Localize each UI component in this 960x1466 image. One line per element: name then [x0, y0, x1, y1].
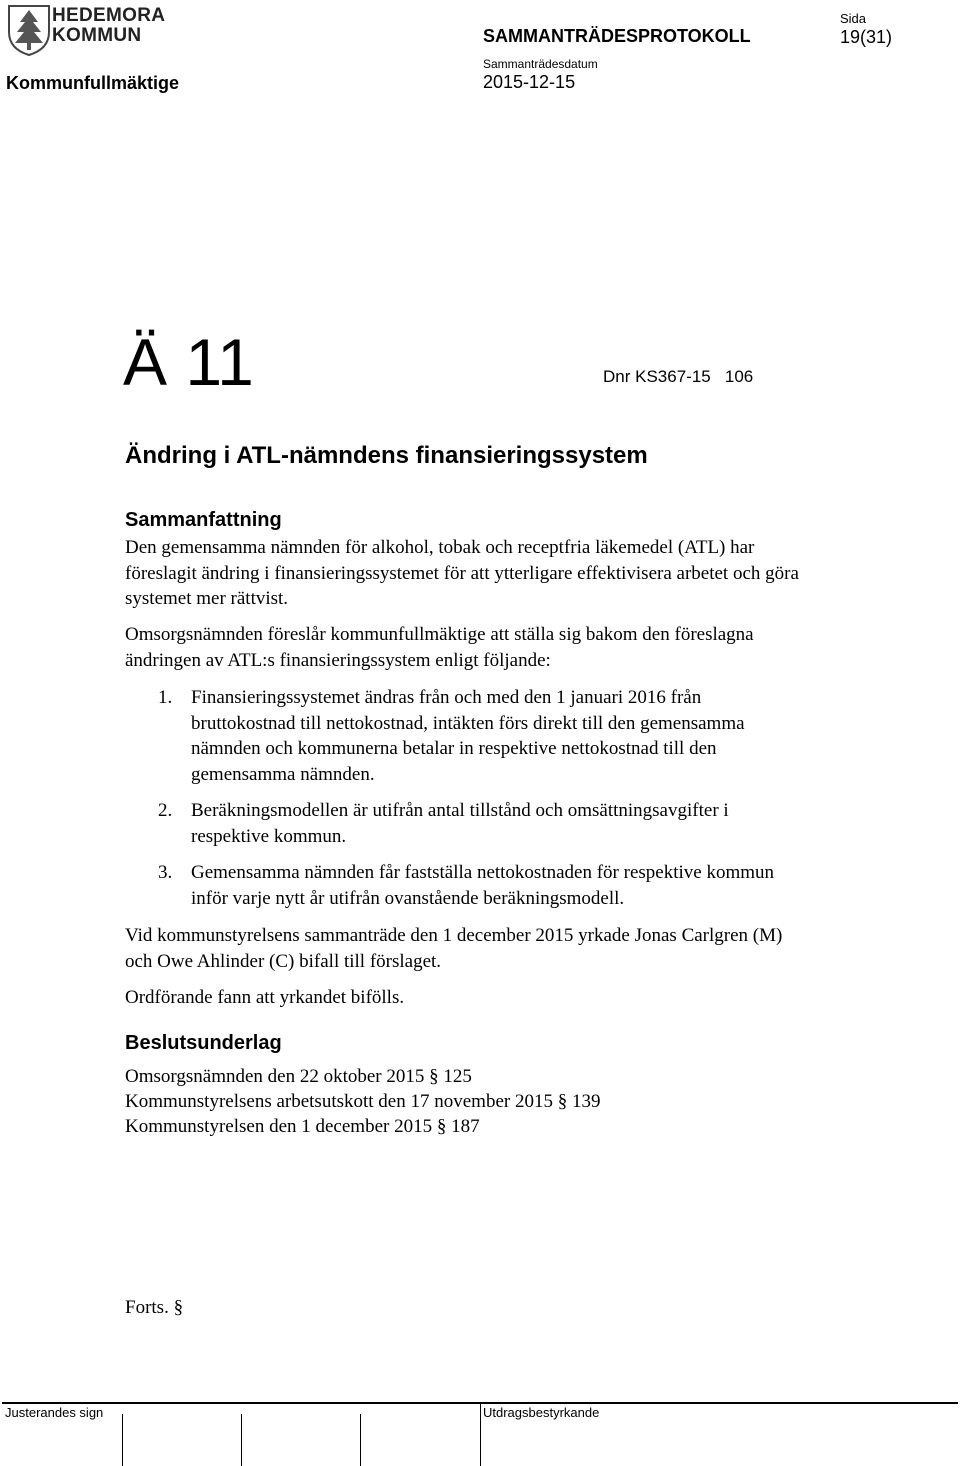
list-item-text: Gemensamma nämnden får fastställa nettokostnaden för respektive kommun inför varje nytt år utifrån ovanstående beräkningsmodell.	[191, 862, 775, 909]
paragraph-text: Den gemensamma nämnden för alkohol, tobak och receptfria läkemedel (ATL) har föreslagit ändring i finansieringssystemet för att ytterligare effektivisera arbetet och göra systemet mer rättvist.	[125, 537, 799, 609]
list-item-text: Finansieringssystemet ändras från och med den 1 januari 2016 från bruttokostnad till nettokostnad, intäkten förs direkt till den gemensamma nämnden och kommunerna betalar in respektive nettokostnad till den gemensamma nämnden.	[191, 687, 745, 785]
list-item-number: 1.	[158, 687, 173, 708]
meeting-date-label: Sammanträdesdatum	[483, 57, 598, 71]
basis-heading: Beslutsunderlag	[125, 1032, 282, 1054]
paragraph-text: Omsorgsnämnden föreslår kommunfullmäktige att ställa sig bakom den föreslagna ändringen av ATL:s finansieringssystem enligt följande:	[125, 624, 754, 671]
paragraph-text: Ordförande fann att yrkandet bifölls.	[125, 987, 405, 1008]
logo-wordmark	[52, 6, 165, 46]
summary-paragraph-3	[125, 923, 825, 974]
logo-line-2: KOMMUN	[52, 25, 142, 46]
list-item-number: 3.	[158, 862, 173, 883]
page-number: 19(31)	[840, 27, 893, 47]
basis-reference: Omsorgsnämnden den 22 oktober 2015 § 125	[125, 1066, 472, 1087]
summary-paragraph-2	[125, 622, 825, 673]
signature-box-divider	[480, 1404, 481, 1466]
diary-number: Dnr KS367-15 106	[603, 367, 754, 386]
summary-paragraph-4	[125, 985, 825, 1011]
continued-note: Forts. §	[125, 1297, 184, 1318]
meeting-date: 2015-12-15	[483, 72, 576, 92]
signature-box-divider	[360, 1414, 361, 1466]
item-title: Ändring i ATL-nämndens finansieringssystem	[125, 442, 648, 469]
certification-label: Utdragsbestyrkande	[483, 1405, 600, 1420]
sign-label: Justerandes sign	[5, 1405, 104, 1420]
logo-line-1: HEDEMORA	[52, 5, 166, 26]
organization-name: Kommunfullmäktige	[6, 73, 180, 93]
document-type: SAMMANTRÄDESPROTOKOLL	[483, 26, 751, 46]
item-number: Ä 11	[123, 325, 254, 399]
shield-tree-icon	[9, 6, 49, 55]
list-item-text: Beräkningsmodellen är utifrån antal tillstånd och omsättningsavgifter i respektive kommun.	[191, 800, 729, 847]
list-item-number: 2.	[158, 800, 173, 821]
basis-reference: Kommunstyrelsen den 1 december 2015 § 187	[125, 1116, 480, 1137]
signature-footer	[2, 1402, 958, 1466]
basis-reference: Kommunstyrelsens arbetsutskott den 17 november 2015 § 139	[125, 1091, 601, 1112]
summary-paragraph-1	[125, 535, 825, 612]
summary-heading: Sammanfattning	[125, 509, 282, 531]
signature-box-divider	[241, 1414, 242, 1466]
page-label: Sida	[840, 11, 867, 26]
paragraph-text: Vid kommunstyrelsens sammanträde den 1 december 2015 yrkade Jonas Carlgren (M) och Owe Ahlinder (C) bifall till förslaget.	[125, 925, 783, 972]
signature-box-divider	[122, 1414, 123, 1466]
